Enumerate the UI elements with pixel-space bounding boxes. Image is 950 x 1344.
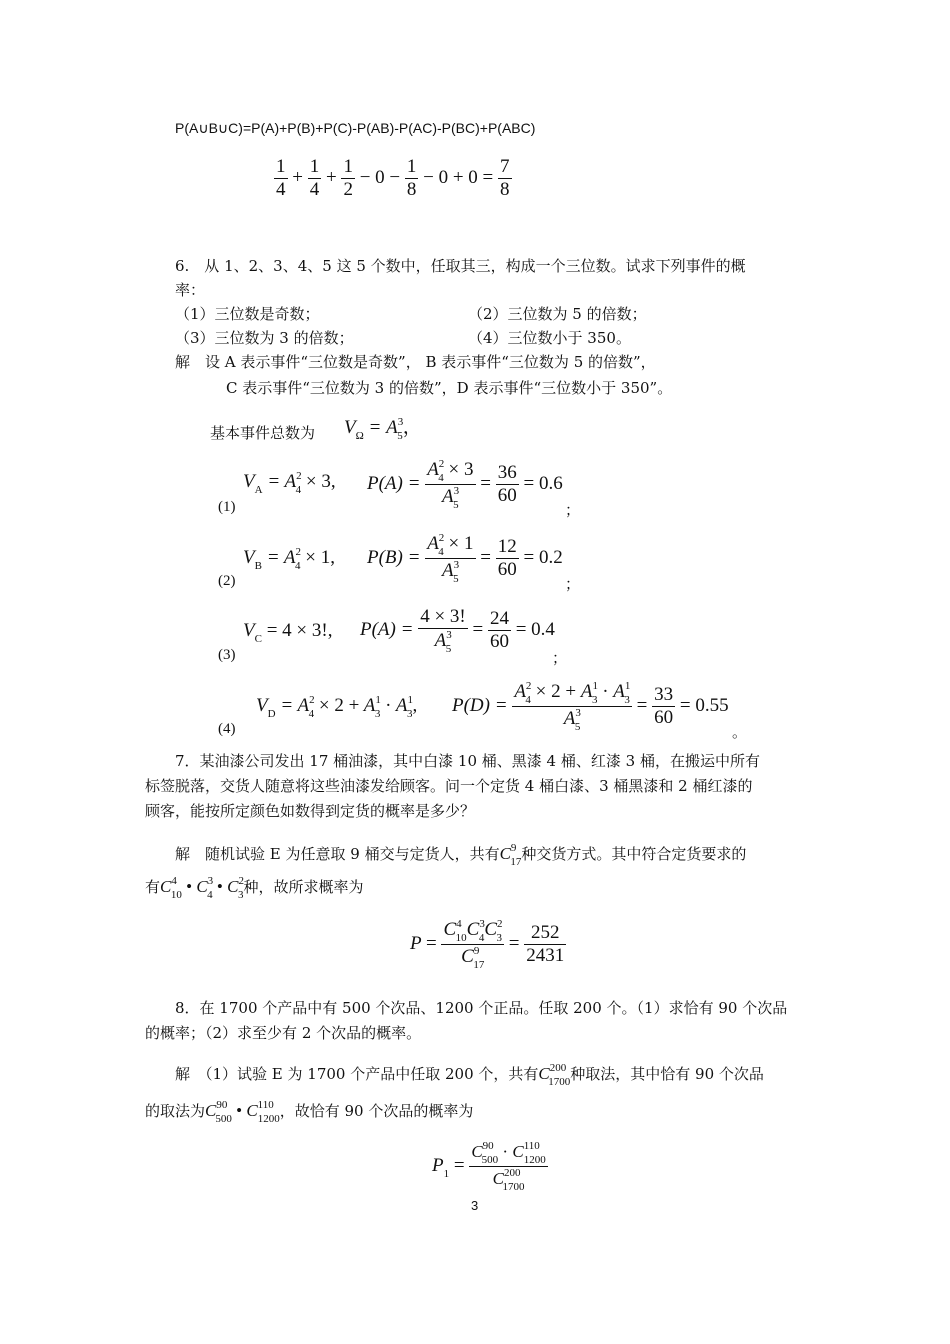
q7-line3: 顾客，能按所定颜色如数得到定货的概率是多少？ bbox=[145, 802, 476, 820]
q6-va-formula: $V_A = A^2_4 \times 3$, bbox=[243, 470, 336, 496]
page-number: 3 bbox=[471, 1198, 479, 1213]
q8-solution-b: 种取法，其中恰有 90 个次品 bbox=[570, 1065, 764, 1083]
q6-semicolon-2: ； bbox=[565, 575, 581, 593]
q6-item2: （2）三位数为 5 的倍数； bbox=[468, 305, 647, 323]
q6-vb-formula: $V_B = A^2_4 \times 1$, bbox=[243, 546, 336, 572]
q6-basic-events-label: 基本事件总数为 bbox=[210, 424, 316, 442]
q8-total-combination: $C^{200}_{1700}$ bbox=[538, 1062, 571, 1088]
q6-semicolon-1: ； bbox=[565, 501, 581, 519]
q6-label-1: (1) bbox=[218, 499, 236, 515]
q7-total-combination: $C^9_{17}$ bbox=[499, 842, 522, 868]
q7-result-formula: P = $\frac{C^4_{10}C^3_4C^2_3}{C^9_{17}}$ = $\frac{252}{2431}$ bbox=[410, 918, 565, 971]
q7-solution-d: 种，故所求概率为 bbox=[243, 878, 364, 896]
q6-pd-formula: P(D) = $\frac{A^2_4 \times 2 + A^1_3 \cdot A^1_3}{A^3_5}$ = $\frac{33}{60}$ = 0.55 bbox=[452, 680, 729, 733]
q8-solution-a: 解 （1）试验 E 为 1700 个产品中任取 200 个，共有 bbox=[175, 1065, 539, 1083]
q8-solution-c: 的取法为 bbox=[145, 1102, 206, 1120]
q6-item4: （4）三位数小于 350。 bbox=[468, 329, 631, 347]
q6-item1: （1）三位数是奇数； bbox=[175, 305, 320, 323]
q6-period: 。 bbox=[732, 723, 748, 741]
q8-p1-formula: $P_1$ = $\frac{C^{90}_{500} \cdot C^{110}_{1200}}{C^{200}_{1700}}$ bbox=[432, 1140, 546, 1193]
q8-solution-line1 bbox=[175, 1057, 764, 1093]
q8-solution-d: ，故恰有 90 个次品的概率为 bbox=[279, 1102, 474, 1120]
q8-solution-line2 bbox=[145, 1094, 473, 1130]
q8-line2: 的概率；（2）求至少有 2 个次品的概率。 bbox=[145, 1024, 422, 1042]
q7-result-denominator: 2431 bbox=[526, 945, 565, 966]
q7-solution-line1 bbox=[175, 837, 746, 873]
q7-solution-c: 有 bbox=[145, 878, 161, 896]
q7-line2: 标签脱落，交货人随意将这些油漆发给顾客。问一个定货 4 桶白漆、3 桶黑漆和 2 桶红漆的 bbox=[145, 777, 753, 795]
q6-label-3: (3) bbox=[218, 647, 236, 663]
q6-solution-line1: 解 设 A 表示事件“三位数是奇数”， B 表示事件“三位数为 5 的倍数”， bbox=[175, 353, 656, 371]
q6-line1: 6. 从 1、2、3、4、5 这 5 个数中，任取其三，构成一个三位数。试求下列事件的概 bbox=[175, 257, 746, 275]
q6-label-2: (2) bbox=[218, 573, 236, 589]
q7-solution-line2 bbox=[145, 870, 363, 906]
q6-label-4: (4) bbox=[218, 721, 236, 737]
q6-vd-formula: $V_D = A^2_4 \times 2 + A^1_3 \cdot A^1_3$, bbox=[256, 694, 418, 720]
q7-favorable-combination: $C^4_{10}$ • $C^3_4$ • $C^2_3$ bbox=[160, 875, 244, 901]
q7-line1: 7．某油漆公司发出 17 桶油漆，其中白漆 10 桶、黑漆 4 桶、红漆 3 桶，在搬运中所有 bbox=[175, 752, 760, 770]
q6-line2: 率： bbox=[175, 281, 206, 299]
q7-solution-b: 种交货方式。其中符合定货要求的 bbox=[521, 845, 747, 863]
q7-result-numerator: 252 bbox=[524, 922, 566, 945]
q7-solution-a: 解 随机试验 E 为任意取 9 桶交与定货人，共有 bbox=[175, 845, 500, 863]
q8-favorable-combination: $C^{90}_{500}$ • $C^{110}_{1200}$ bbox=[205, 1099, 280, 1125]
q8-line1: 8．在 1700 个产品中有 500 个次品、1200 个正品。任取 200 个。（1）求恰有 90 个次品 bbox=[175, 999, 788, 1017]
union-formula: P(A∪B∪C)=P(A)+P(B)+P(C)-P(AB)-P(AC)-P(BC)+P(ABC) bbox=[175, 120, 536, 136]
q6-solution-line2: C 表示事件“三位数为 3 的倍数”，D 表示事件“三位数小于 350”。 bbox=[226, 379, 673, 397]
q6-vc-formula: $V_C = 4 \times 3$!, bbox=[243, 620, 333, 645]
q6-item3: （3）三位数为 3 的倍数； bbox=[175, 329, 354, 347]
union-result-formula: $\frac{1}{4}$ + $\frac{1}{4}$ + $\frac{1}{2}$ − 0 − $\frac{1}{8}$ − 0 + 0 = $\frac{7}{8}$ bbox=[276, 156, 510, 200]
q6-pb-formula: P(B) = $\frac{A^2_4 \times 1}{A^3_5}$ = $\frac{12}{60}$ = 0.2 bbox=[367, 532, 563, 585]
q6-pa-formula: P(A) = $\frac{A^2_4 \times 3}{A^3_5}$ = $\frac{36}{60}$ = 0.6 bbox=[367, 458, 563, 511]
q6-semicolon-3: ； bbox=[552, 649, 568, 667]
q6-basic-events-formula: $V_\Omega = A^3_5$， bbox=[344, 416, 422, 442]
q6-pc-formula: P(A) = $\frac{4 \times 3!}{A^3_5}$ = $\frac{24}{60}$ = 0.4 bbox=[360, 606, 555, 655]
